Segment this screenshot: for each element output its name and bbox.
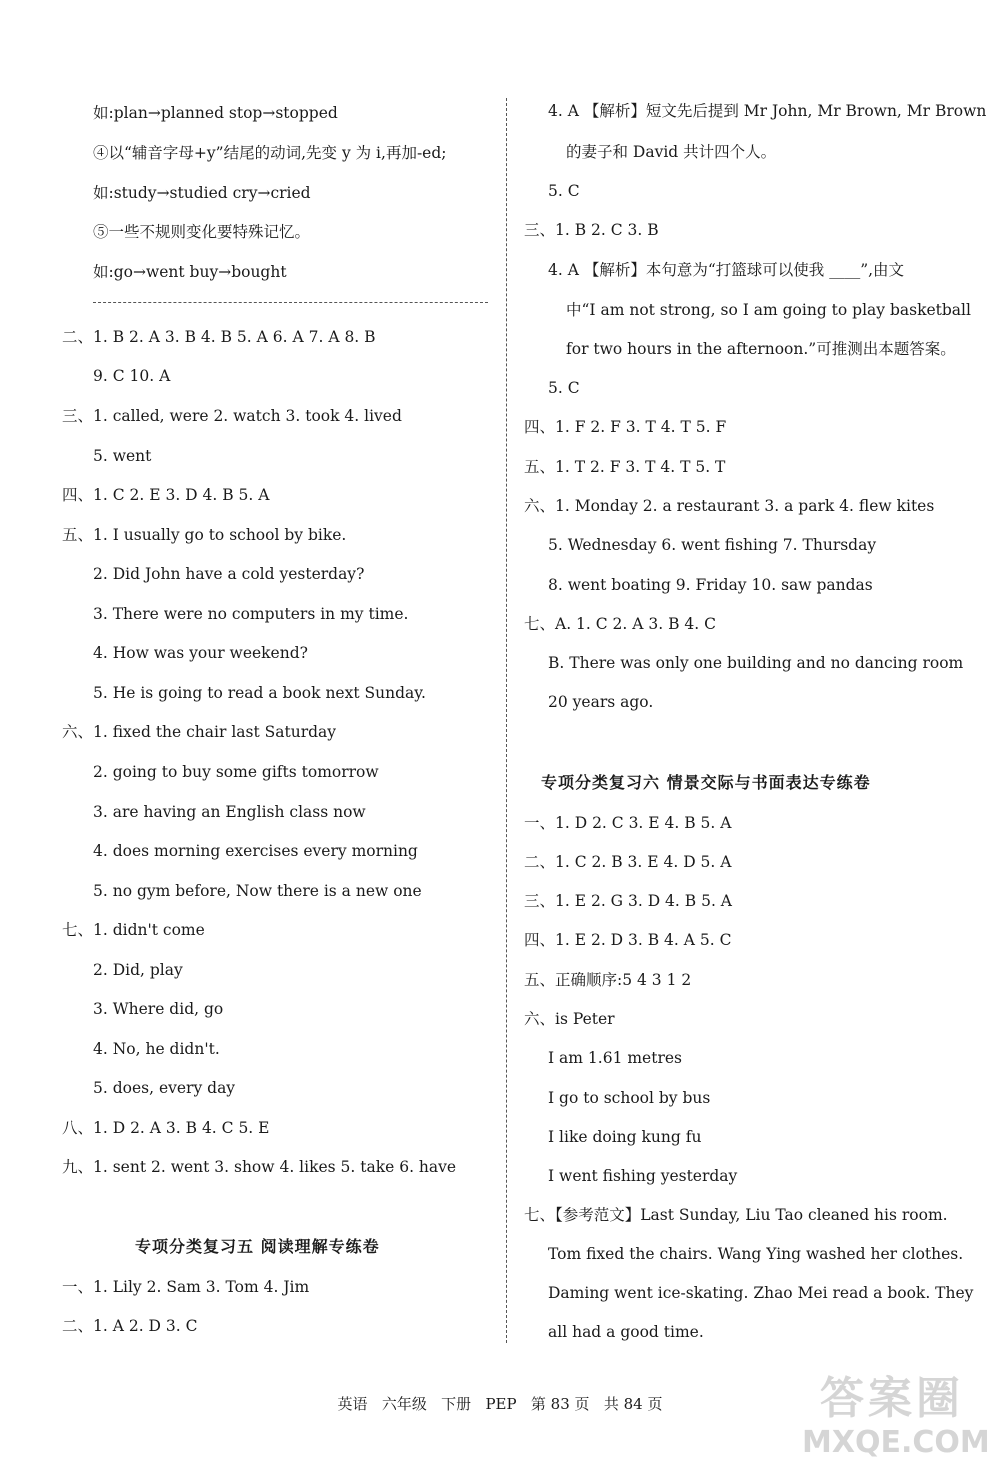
answer-line: I like doing kung fu [548,1128,702,1146]
answer-line: 2. going to buy some gifts tomorrow [93,763,379,781]
answer-line: 七、1. didn't come [62,921,205,939]
answer-line: 4. does morning exercises every morning [93,842,418,860]
answer-line: 二、1. C 2. B 3. E 4. D 5. A [524,853,732,871]
answer-line: 六、1. Monday 2. a restaurant 3. a park 4. flew kites [524,497,935,515]
answer-line: 一、1. D 2. C 3. E 4. B 5. A [524,814,732,832]
answer-line: 四、1. C 2. E 3. D 4. B 5. A [62,486,270,504]
answer-line: 八、1. D 2. A 3. B 4. C 5. E [62,1119,270,1137]
answer-line: 五、1. T 2. F 3. T 4. T 5. T [524,458,726,476]
answer-line: I went fishing yesterday [548,1167,738,1185]
answer-line: I am 1.61 metres [548,1049,682,1067]
answer-line: 中“I am not strong, so I am going to play basketball [566,301,971,319]
answer-line: 五、正确顺序:5 4 3 1 2 [524,971,692,989]
answer-line: 二、1. A 2. D 3. C [62,1317,198,1335]
answer-line: 8. went boating 9. Friday 10. saw pandas [548,576,873,594]
answer-line: 四、1. E 2. D 3. B 4. A 5. C [524,931,732,949]
left-note-line: 如:go→went buy→bought [93,263,287,281]
left-note-line: ④以“辅音字母+y”结尾的动词,先变 y 为 i,再加-ed; [93,144,447,162]
watermark-logo-text: 答案圈 [820,1373,964,1424]
answer-line: 3. Where did, go [93,1000,224,1018]
answer-line: 4. A 【解析】短文先后提到 Mr John, Mr Brown, Mr Brown [548,102,987,120]
answer-line: 5. Wednesday 6. went fishing 7. Thursday [548,536,877,554]
watermark-site-text: MXQE.COM [802,1425,990,1460]
answer-line: 5. He is going to read a book next Sunday. [93,684,426,702]
answer-line: for two hours in the afternoon.”可推测出本题答案。 [566,340,956,358]
answer-line: 5. C [548,379,580,397]
column-divider [506,98,507,1343]
answer-line: 3. are having an English class now [93,803,366,821]
answer-line: 4. No, he didn't. [93,1040,220,1058]
answer-line: 九、1. sent 2. went 3. show 4. likes 5. take 6. have [62,1158,457,1176]
answer-line: 七、【参考范文】Last Sunday, Liu Tao cleaned his room. [524,1206,948,1224]
answer-line: 5. C [548,182,580,200]
answer-line: 三、1. called, were 2. watch 3. took 4. lived [62,407,402,425]
answer-line: 二、1. B 2. A 3. B 4. B 5. A 6. A 7. A 8. B [62,328,376,346]
answer-line: 4. How was your weekend? [93,644,308,662]
answer-line: 三、1. E 2. G 3. D 4. B 5. A [524,892,732,910]
answer-line: 2. Did, play [93,961,183,979]
left-note-line: 如:study→studied cry→cried [93,184,311,202]
answer-line: Daming went ice-skating. Zhao Mei read a book. They [548,1284,974,1302]
answer-line: 5. does, every day [93,1079,236,1097]
answer-line: 五、1. I usually go to school by bike. [62,526,347,544]
page-footer: 英语 六年级 下册 PEP 第 83 页 共 84 页 [337,1395,663,1413]
answer-line: 六、is Peter [524,1010,615,1028]
answer-line: 一、1. Lily 2. Sam 3. Tom 4. Jim [62,1278,310,1296]
section-heading: 专项分类复习五 阅读理解专练卷 [135,1237,380,1256]
answer-line: B. There was only one building and no dancing room [548,654,964,672]
answer-line: 5. no gym before, Now there is a new one [93,882,422,900]
answer-line: I go to school by bus [548,1089,711,1107]
answer-line: 三、1. B 2. C 3. B [524,221,659,239]
answer-line: all had a good time. [548,1323,704,1341]
left-note-line: 如:plan→planned stop→stopped [93,104,338,122]
answer-line: 5. went [93,447,152,465]
answer-line: 9. C 10. A [93,367,171,385]
answer-line: 4. A 【解析】本句意为“打篮球可以使我 ____”,由文 [548,261,905,279]
answer-line: 的妻子和 David 共计四个人。 [566,143,777,161]
answer-line: 四、1. F 2. F 3. T 4. T 5. F [524,418,727,436]
section-divider [93,302,488,303]
answer-line: 2. Did John have a cold yesterday? [93,565,365,583]
answer-line: 20 years ago. [548,693,654,711]
answer-line: 七、A. 1. C 2. A 3. B 4. C [524,615,716,633]
watermark-logo [802,1372,990,1462]
answer-line: 3. There were no computers in my time. [93,605,409,623]
left-note-line: ⑤一些不规则变化要特殊记忆。 [93,223,311,241]
answer-line: Tom fixed the chairs. Wang Ying washed her clothes. [548,1245,964,1263]
section-heading: 专项分类复习六 情景交际与书面表达专练卷 [541,773,871,792]
answer-line: 六、1. fixed the chair last Saturday [62,723,337,741]
